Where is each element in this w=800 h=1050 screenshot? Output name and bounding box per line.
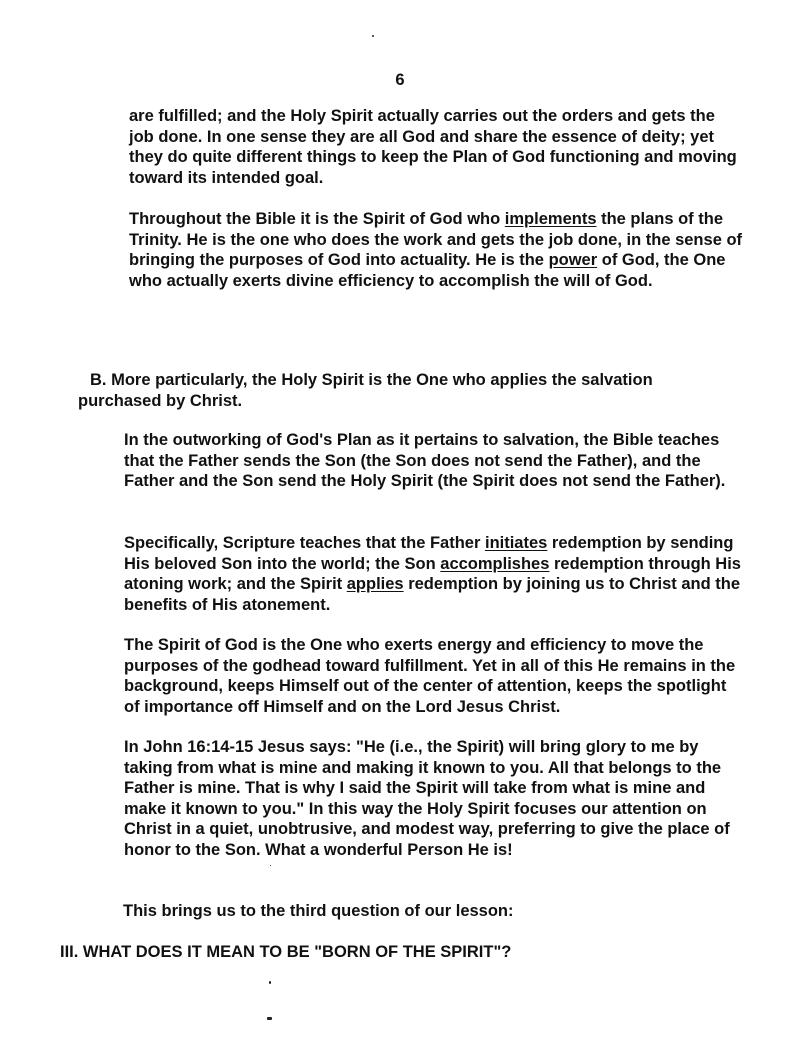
paragraph-trinity-roles: are fulfilled; and the Holy Spirit actually carries out the orders and gets the job done. In one sense they are all God and share the essence of deity; yet they do quite different things to keep the Plan of God functioning and moving toward its intended goal. bbox=[129, 107, 737, 187]
paragraph-spirit-implements bbox=[129, 209, 744, 291]
text-segment: Specifically, Scripture teaches that the Father bbox=[124, 534, 485, 552]
emphasis-power: power bbox=[548, 251, 598, 269]
scan-speck bbox=[372, 35, 374, 37]
text-segment: Throughout the Bible it is the Spirit of God who bbox=[129, 210, 505, 228]
text-segment: redemption by sending His beloved Son into the world; the Son bbox=[124, 534, 734, 573]
scan-speck bbox=[269, 981, 271, 984]
scan-speck bbox=[267, 1017, 272, 1020]
text-segment: the plans of the Trinity. He is the one who does the work and gets the job done, in the sense of bringing the purposes of God into actuality. He is the bbox=[129, 210, 743, 269]
scan-speck bbox=[270, 865, 271, 866]
section-iii-heading: III. WHAT DOES IT MEAN TO BE "BORN OF THE SPIRIT"? bbox=[60, 943, 512, 961]
emphasis-implements: implements bbox=[504, 210, 597, 228]
text-segment: redemption through His atoning work; and the Spirit bbox=[124, 554, 741, 593]
text-segment: of God, the One who actually exerts divine efficiency to accomplish the will of God. bbox=[129, 251, 726, 290]
emphasis-applies: applies bbox=[346, 575, 404, 593]
emphasis-initiates: initiates bbox=[484, 534, 548, 552]
emphasis-accomplishes: accomplishes bbox=[440, 554, 550, 573]
section-b-heading: B. More particularly, the Holy Spirit is the One who applies the salvation purchased by Christ. bbox=[78, 371, 653, 410]
paragraph-john-quote: In John 16:14-15 Jesus says: "He (i.e., the Spirit) will bring glory to me by taking from what is mine and making it known to you. All that belongs to the Father is mine. That is why I said the Spirit will take from what is mine and make it known to you." In this way the Holy Spirit focuses our attention on Christ in a quiet, unobtrusive, and modest way, preferring to give the place of honor to the Son. What a wonderful Person He is! bbox=[124, 738, 730, 859]
paragraph-redemption bbox=[124, 533, 744, 615]
paragraph-spirit-background: The Spirit of God is the One who exerts energy and efficiency to move the purposes of the godhead toward fulfillment. Yet in all of this He remains in the background, keeps Himself out of the center of attention, keeps the spotlight of importance off Himself and on the Lord Jesus Christ. bbox=[124, 636, 736, 716]
text-segment: redemption by joining us to Christ and the benefits of His atonement. bbox=[124, 575, 741, 614]
paragraph-transition: This brings us to the third question of our lesson: bbox=[123, 902, 514, 920]
paragraph-outworking: In the outworking of God's Plan as it pertains to salvation, the Bible teaches that the Father sends the Son (the Son does not send the Father), and the Father and the Son send the Holy Spirit (the Spirit does not send the Father). bbox=[124, 431, 726, 490]
page-number: 6 bbox=[395, 71, 405, 89]
